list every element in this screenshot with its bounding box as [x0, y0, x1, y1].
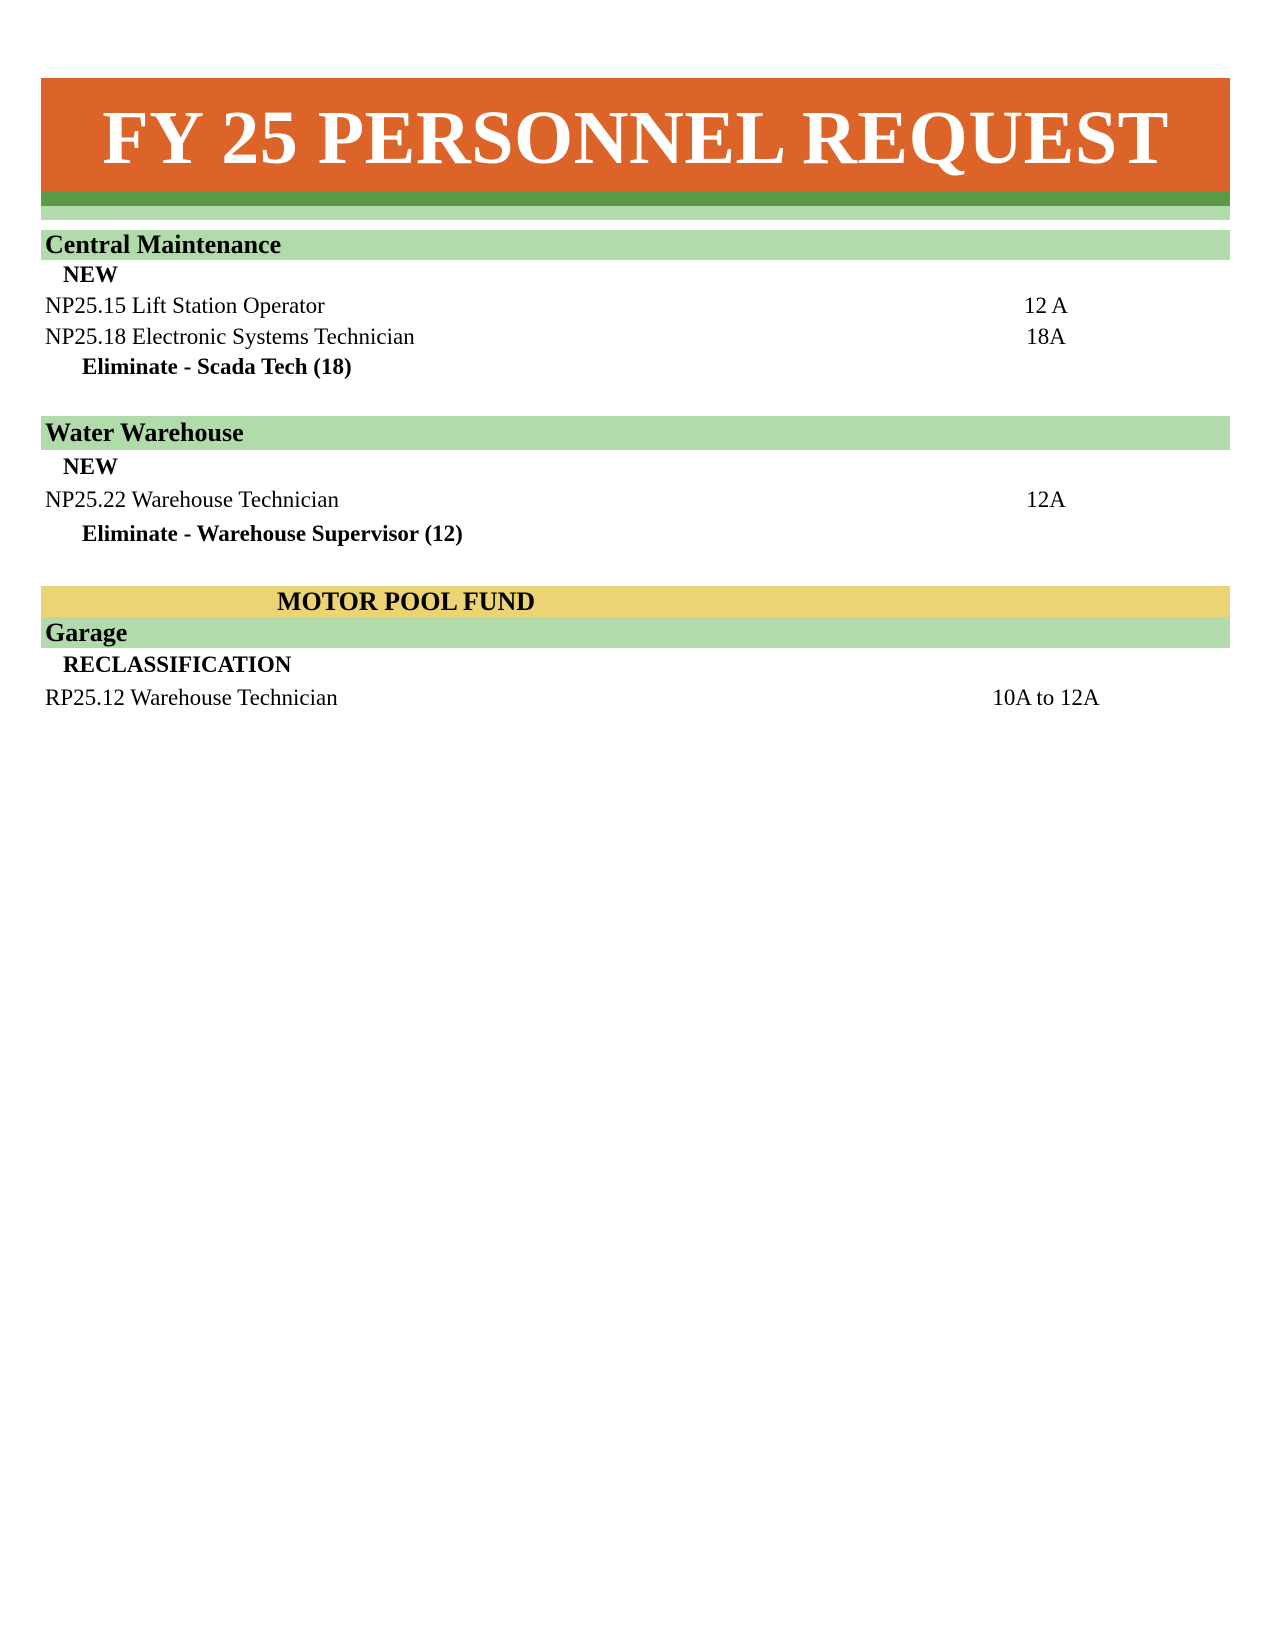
spacer: [41, 220, 1230, 230]
table-row: [41, 483, 1230, 517]
table-row: [41, 681, 1230, 715]
spacer: [41, 382, 1230, 416]
subhead-reclassification: RECLASSIFICATION: [63, 651, 292, 677]
subhead-new: NEW: [63, 453, 118, 479]
banner-stripe-light: [41, 206, 1230, 220]
spacer: [41, 551, 1230, 586]
pay-grade: 12A: [1026, 487, 1066, 512]
section-header-central-maintenance: Central Maintenance: [41, 230, 1230, 260]
fund-header-motor-pool: MOTOR POOL FUND: [41, 586, 1230, 617]
personnel-request-page: [41, 78, 1230, 715]
banner-stripe-dark: [41, 192, 1230, 206]
pay-grade: 18A: [1026, 323, 1066, 349]
position-title: RP25.12 Warehouse Technician: [45, 685, 338, 710]
section-header-water-warehouse: Water Warehouse: [41, 416, 1230, 450]
pay-grade: 12 A: [1023, 292, 1069, 318]
position-title: NP25.15 Lift Station Operator: [45, 292, 325, 318]
position-title: NP25.18 Electronic Systems Technician: [45, 323, 415, 349]
section-header-garage: Garage: [41, 617, 1230, 648]
table-row: [41, 321, 1230, 352]
subhead-new: NEW: [63, 262, 118, 287]
eliminate-note: Eliminate - Warehouse Supervisor (12): [82, 521, 463, 546]
pay-grade: 10A to 12A: [992, 685, 1100, 710]
position-title: NP25.22 Warehouse Technician: [45, 487, 339, 512]
page-title: FY 25 PERSONNEL REQUEST: [102, 96, 1169, 180]
title-banner: [41, 78, 1230, 192]
table-row: [41, 290, 1230, 321]
eliminate-note: Eliminate - Scada Tech (18): [82, 354, 352, 379]
